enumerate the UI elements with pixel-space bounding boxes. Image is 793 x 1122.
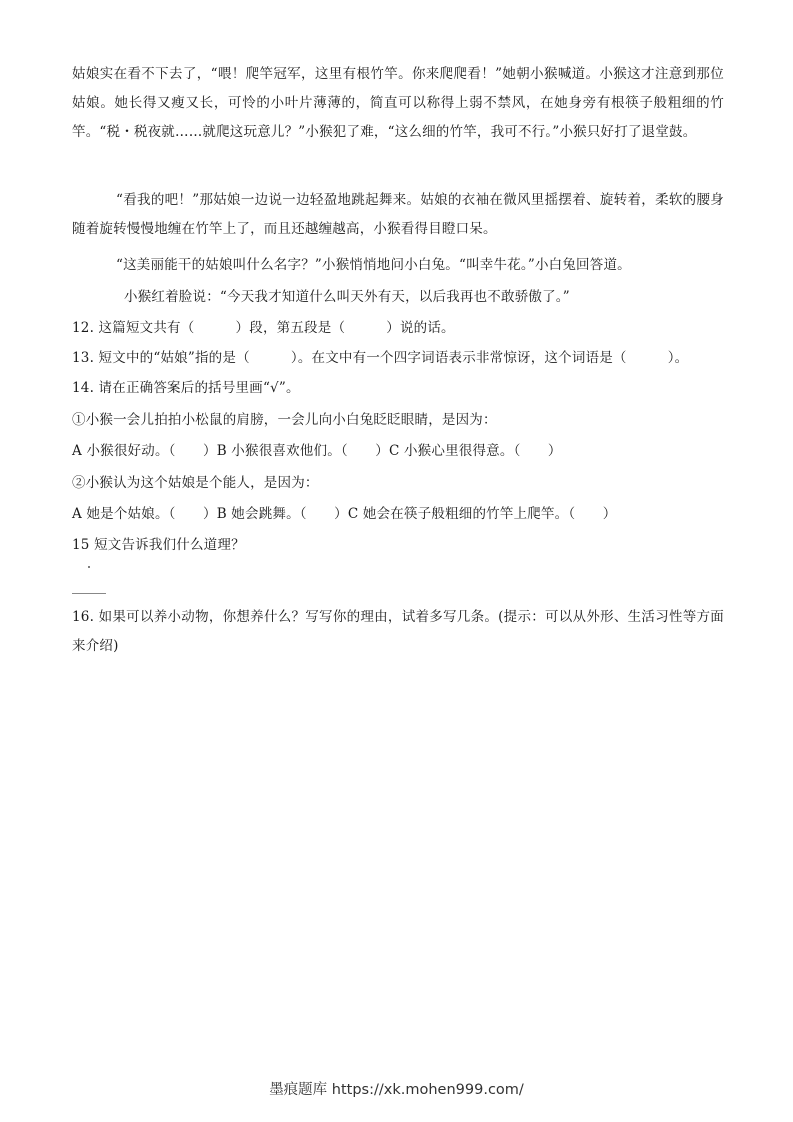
- question-14-part-2-options: A 她是个姑娘。（ ）B 她会跳舞。（ ）C 她会在筷子般粗细的竹竿上爬竿。（ ）: [72, 506, 617, 522]
- stray-mark: [88, 566, 90, 568]
- question-12: 12. 这篇短文共有（ ）段，第五段是（ ）说的话。: [72, 320, 455, 336]
- question-14: 14. 请在正确答案后的括号里画“√”。: [72, 380, 300, 396]
- question-13: 13. 短文中的“姑娘”指的是（ ）。在文中有一个四字词语表示非常惊讶，这个词语是（ ）。: [72, 350, 689, 366]
- answer-line: [72, 593, 106, 594]
- question-15: 15 短文告诉我们什么道理？: [72, 537, 245, 553]
- question-14-part-1: ①小猴一会儿拍拍小松鼠的肩膀，一会儿向小白兔眨眨眼睛，是因为：: [72, 412, 497, 428]
- question-14-part-2: ②小猴认为这个姑娘是个能人，是因为：: [72, 475, 319, 491]
- passage-paragraph-1: 姑娘实在看不下去了，“喂！爬竿冠军，这里有根竹竿。你来爬爬看！”她朝小猴喊道。小猴这才注意到那位姑娘。她长得又瘦又长，可怜的小叶片薄薄的，简直可以称得上弱不禁风，在她身旁有根筷子般粗细的竹竿。“税・税夜就……就爬这玩意儿？”小猴犯了难，“这么细的竹竿，我可不行。”小猴只好打了退堂鼓。: [72, 66, 724, 140]
- passage-paragraph-3: “这美丽能干的姑娘叫什么名字？”小猴悄悄地问小白兔。“叫幸牛花。”小白兔回答道。: [116, 257, 631, 273]
- question-14-part-1-options: A 小猴很好动。（ ）B 小猴很喜欢他们。（ ）C 小猴心里很得意。（ ）: [72, 443, 562, 459]
- passage-paragraph-2: “看我的吧！”那姑娘一边说一边轻盈地跳起舞来。姑娘的衣袖在微风里摇摆着、旋转着，柔软的腰身随着旋转慢慢地缠在竹竿上了，而且还越缠越高，小猴看得目瞪口呆。: [72, 192, 724, 237]
- question-16: 16. 如果可以养小动物，你想养什么？写写你的理由，试着多写几条。(提示：可以从外形、生活习性等方面来介绍): [72, 609, 724, 654]
- footer-watermark: 墨痕题库 https://xk.mohen999.com/: [269, 1082, 524, 1098]
- passage-paragraph-4: 小猴红着脸说：“今天我才知道什么叫天外有天，以后我再也不敢骄傲了。”: [124, 289, 570, 305]
